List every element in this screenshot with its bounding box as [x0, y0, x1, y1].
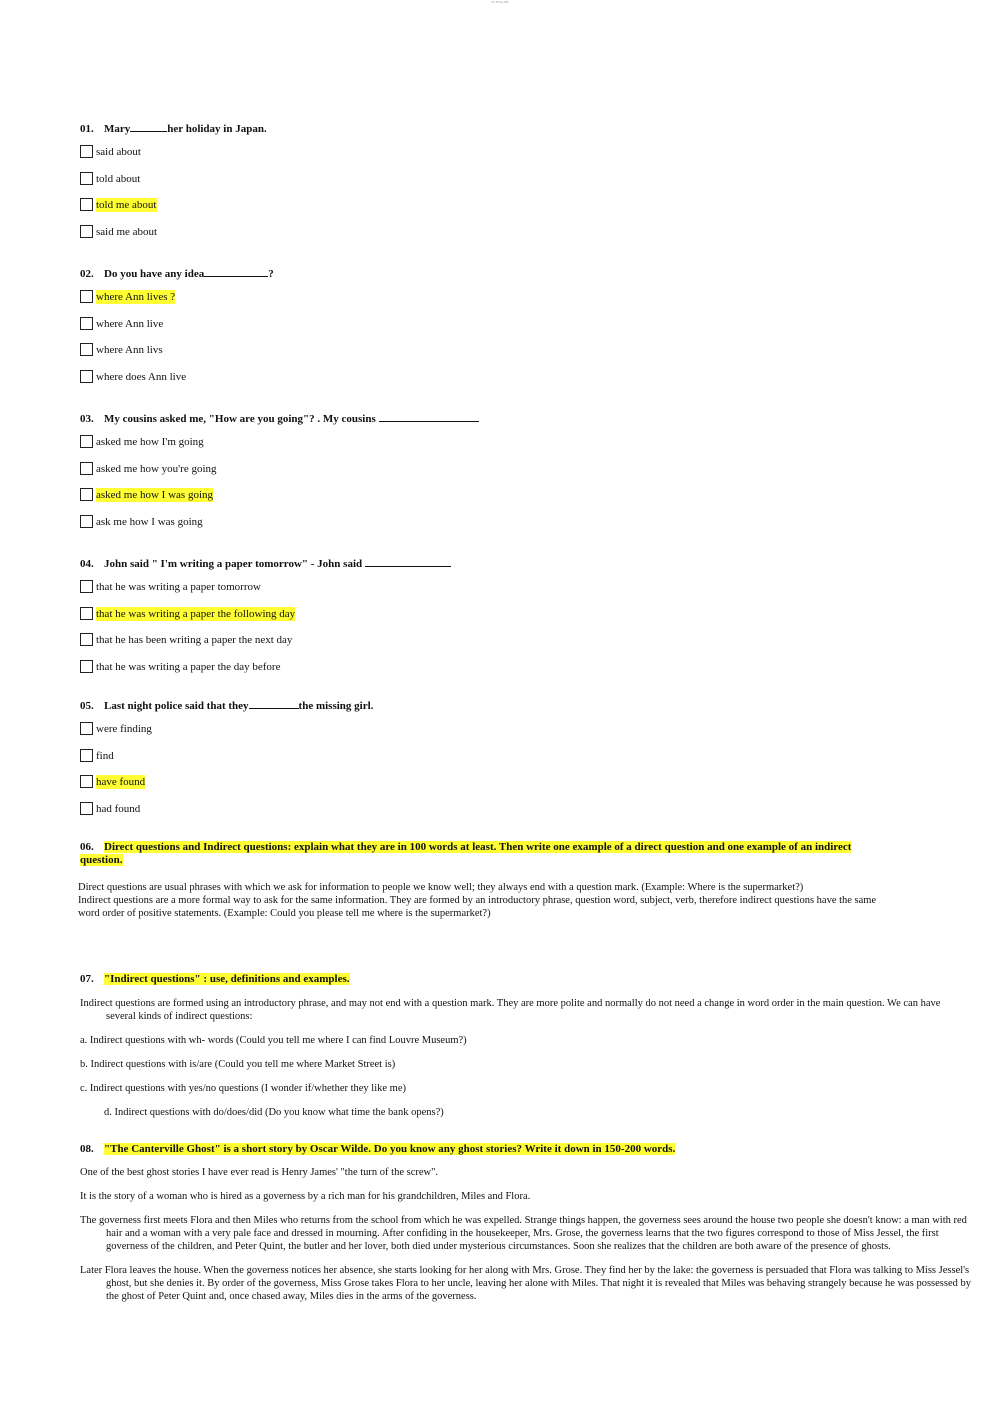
option-row[interactable]: asked me how I'm going: [80, 435, 970, 462]
option-row[interactable]: where does Ann live: [80, 370, 970, 397]
option-row[interactable]: find: [80, 749, 970, 776]
question-05: [80, 698, 970, 841]
answer-06: Direct questions are usual phrases with which we ask for information to people we know well; they always end with a question mark. (Example: Where is the supermarket?) Indirect questions are a more formal way to ask for the same information. They are formed by an introductory phrase, question word, subject, verb, therefore indirect questions have the same word order of positive statements. (Example: Could you please tell me where is the supermarket?): [78, 882, 877, 919]
checkbox[interactable]: [80, 660, 93, 673]
question-07-prompt: 07. "Indirect questions" : use, definitions and examples.: [80, 973, 350, 985]
checkbox[interactable]: [80, 722, 93, 735]
option-row[interactable]: told about: [80, 172, 970, 199]
checkbox[interactable]: [80, 515, 93, 528]
checkbox[interactable]: [80, 317, 93, 330]
question-03-prompt: 03. My cousins asked me, "How are you going"? . My cousins: [80, 411, 970, 425]
checkbox[interactable]: [80, 775, 93, 788]
question-02: [80, 266, 970, 411]
checkbox[interactable]: [80, 802, 93, 815]
option-row[interactable]: ask me how I was going: [80, 515, 970, 542]
answer-blank: [379, 411, 479, 422]
question-05-prompt: 05. Last night police said that they the missing girl.: [80, 700, 374, 712]
option-row[interactable]: where Ann livs: [80, 343, 970, 370]
option-row[interactable]: [80, 290, 970, 317]
answer-blank: [249, 698, 299, 709]
question-02-prompt: 02. Do you have any idea ?: [80, 268, 274, 280]
question-03: [80, 411, 970, 556]
checkbox[interactable]: [80, 145, 93, 158]
checkbox[interactable]: [80, 633, 93, 646]
question-06: [80, 841, 970, 973]
checkbox[interactable]: [80, 370, 93, 383]
option-row[interactable]: that he was writing a paper the day before: [80, 660, 970, 687]
highlighted-answer: asked me how I was going: [96, 489, 214, 501]
worksheet: [80, 121, 970, 1303]
answer-blank: [204, 266, 268, 277]
option-row[interactable]: [80, 607, 970, 634]
checkbox[interactable]: [80, 198, 93, 211]
checkbox[interactable]: [80, 607, 93, 620]
option-row[interactable]: where Ann live: [80, 317, 970, 344]
question-08-prompt: 08. "The Canterville Ghost" is a short story by Oscar Wilde. Do you know any ghost stories? Write it down in 150-200 words.: [80, 1143, 676, 1155]
checkbox[interactable]: [80, 290, 93, 303]
checkbox[interactable]: [80, 580, 93, 593]
answer-07: Indirect questions are formed using an introductory phrase, and may not end with a question mark. They are more polite and normally do not need a change in word order in the main question. We can have several kinds of indirect questions: a. Indirect questions with wh- words (Could you tell me where I can find Louvre Museum?) b. Indirect questions with is/are (Could you tell me where Market Street is) c. Indirect questions with yes/no questions (I wonder if/whether they like me) d. Indirect questions with do/does/did (Do you know what time the bank opens?): [80, 998, 941, 1118]
question-04: [80, 556, 970, 698]
highlighted-answer: that he was writing a paper the following day: [96, 607, 296, 620]
option-row[interactable]: that he was writing a paper tomorrow: [80, 580, 970, 607]
checkbox[interactable]: [80, 172, 93, 185]
question-01: [80, 121, 970, 266]
header-mark: B1 ENGLISH: [491, 0, 509, 4]
option-row[interactable]: [80, 488, 970, 515]
checkbox[interactable]: [80, 749, 93, 762]
option-row[interactable]: [80, 198, 970, 225]
option-row[interactable]: were finding: [80, 722, 970, 749]
option-row[interactable]: [80, 775, 970, 802]
question-07: [80, 973, 970, 1143]
question-01-prompt: 01. Mary her holiday in Japan.: [80, 123, 267, 135]
answer-blank: [130, 121, 167, 132]
question-04-prompt: 04. John said " I'm writing a paper tomorrow" - John said: [80, 556, 970, 570]
answer-08: One of the best ghost stories I have ever read is Henry James' "the turn of the screw". It is the story of a woman who is hired as a governess by a rich man for his grandchildren, Miles and Flora. The governess first meets Flora and then Miles who returns from the school from which he was expelled. Strange things happen, the governess sees around the house two people she doesn't know: a man with red hair and a woman with a very pale face and dressed in mourning. After confiding in the housekeeper, Mrs. Grose, the governess learns that the two figures correspond to those of Miss Jessel, the first governess of the children, and Peter Quint, the butler and her lover, both died under mysterious circumstances. Soon she realizes that the children are both aware of the presence of ghosts. Later Flora leaves the house. When the governess notices her absence, she starts looking for her along with Mrs. Grose. They find her by the lake: the governess is persuaded that Flora was talking to Miss Jessel's ghost, but she denies it. By order of the governess, Miss Grose takes Flora to her uncle, leaving her alone with Miles. That night it is revealed that Miles was behaving strangely because he was possessed by the ghost of Peter Quint and, once chased away, Miles dies in the arms of the governess.: [80, 1167, 971, 1302]
answer-blank: [365, 556, 451, 567]
highlighted-answer: have found: [96, 776, 146, 788]
highlighted-answer: where Ann lives ?: [96, 291, 176, 303]
option-row[interactable]: said about: [80, 145, 970, 172]
option-row[interactable]: had found: [80, 802, 970, 829]
question-08: [80, 1143, 970, 1303]
checkbox[interactable]: [80, 225, 93, 238]
checkbox[interactable]: [80, 462, 93, 475]
question-06-prompt: 06. Direct questions and Indirect questions: explain what they are in 100 words at least. Then write one example of a direct question and one example of an indirect question.: [80, 841, 852, 866]
option-row[interactable]: asked me how you're going: [80, 462, 970, 489]
checkbox[interactable]: [80, 488, 93, 501]
option-row[interactable]: that he has been writing a paper the next day: [80, 633, 970, 660]
option-row[interactable]: said me about: [80, 225, 970, 252]
checkbox[interactable]: [80, 343, 93, 356]
highlighted-answer: told me about: [96, 199, 157, 211]
checkbox[interactable]: [80, 435, 93, 448]
